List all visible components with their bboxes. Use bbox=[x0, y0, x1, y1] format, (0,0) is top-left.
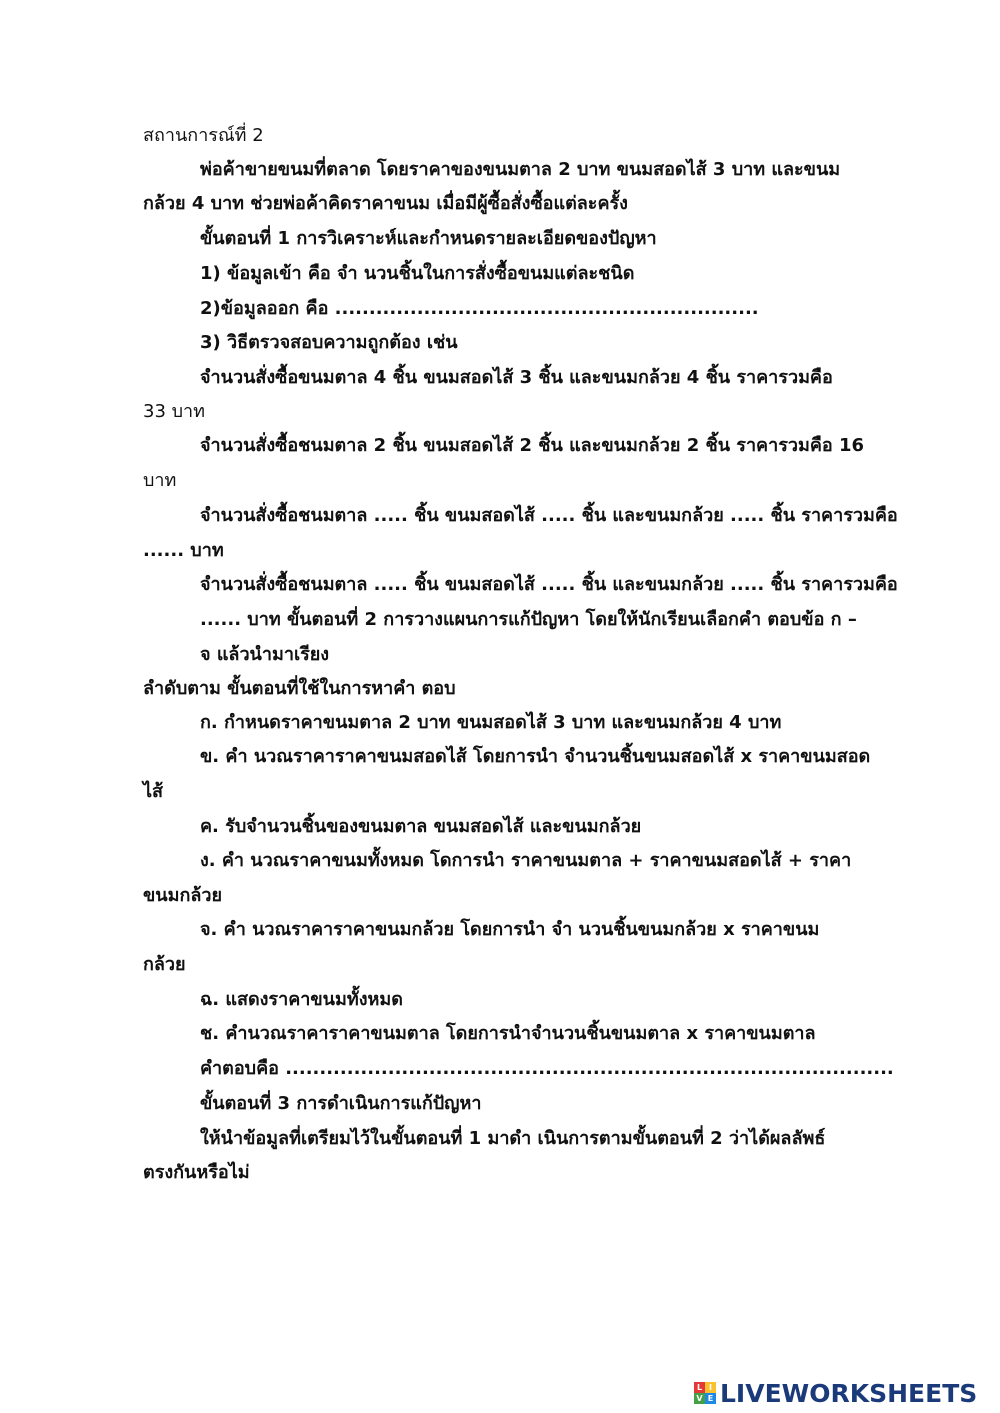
logo-letter-i: I bbox=[705, 1382, 716, 1393]
verification-heading: 3) วิธีตรวจสอบความถูกต้อง เช่น bbox=[200, 332, 458, 353]
scenario-title: สถานการณ์ที่ 2 bbox=[143, 125, 264, 146]
step-3-line-1: ให้นำข้อมูลที่เตรียมไว้ในขั้นตอนที่ 1 มาดำ เนินการตามขั้นตอนที่ 2 ว่าได้ผลลัพธ์ bbox=[200, 1128, 826, 1149]
step-3-heading: ขั้นตอนที่ 3 การดำเนินการแก้ปัญหา bbox=[200, 1093, 482, 1114]
logo-letter-l: L bbox=[694, 1382, 705, 1393]
option-ko: ก. กำหนดราคาขนมตาล 2 บาท ขนมสอดไส้ 3 บาท และขนมกล้วย 4 บาท bbox=[200, 712, 782, 733]
problem-statement-line-1: พ่อค้าขายขนมที่ตลาด โดยราคาของขนมตาล 2 บาท ขนมสอดไส้ 3 บาท และขนม bbox=[200, 159, 841, 180]
example-3-line-2: ...... บาท bbox=[143, 540, 224, 561]
logo-letter-e: E bbox=[705, 1393, 716, 1404]
liveworksheets-logo-icon bbox=[694, 1382, 716, 1404]
option-cho-line-1: จ. คำ นวณราคาราคาขนมกล้วย โดยการนำ จำ นวนชิ้นขนมกล้วย x ราคาขนม bbox=[200, 919, 820, 940]
option-chho: ฉ. แสดงราคาขนมทั้งหมด bbox=[200, 989, 403, 1010]
liveworksheets-watermark bbox=[694, 1379, 977, 1407]
output-data-line: 2)ข้อมูลออก คือ .............................................................. bbox=[200, 298, 759, 319]
logo-letter-v: V bbox=[694, 1393, 705, 1404]
option-cho-line-2: กล้วย bbox=[143, 954, 186, 975]
answer-line: คำตอบคือ ......................................................................................... bbox=[200, 1058, 894, 1079]
problem-statement-line-2: กล้วย 4 บาท ช่วยพ่อค้าคิดราคาขนม เมื่อมีผู้ซื้อสั่งซื้อแต่ละครั้ง bbox=[143, 193, 628, 214]
step-2-line-2: จ แล้วนำมาเรียง bbox=[200, 644, 330, 665]
option-kho-line-2: ไส้ bbox=[143, 781, 164, 802]
example-2-line-1: จำนวนสั่งซื้อชนมตาล 2 ชิ้น ขนมสอดไส้ 2 ชิ้น และขนมกล้วย 2 ชิ้น ราคารวมคือ 16 bbox=[200, 435, 865, 456]
step-2-line-3: ลำดับตาม ขั้นตอนที่ใช้ในการหาคำ ตอบ bbox=[143, 678, 456, 699]
step-3-line-2: ตรงกันหรือไม่ bbox=[143, 1162, 250, 1183]
example-3-line-1: จำนวนสั่งซื้อชนมตาล ..... ชิ้น ขนมสอดไส้ ..... ชิ้น และขนมกล้วย ..... ชิ้น ราคารวมคือ bbox=[200, 505, 898, 526]
input-data-line: 1) ข้อมูลเข้า คือ จำ นวนชิ้นในการสั่งซื้อขนมแต่ละชนิด bbox=[200, 263, 635, 284]
option-cho-chang: ช. คำนวณราคาราคาขนมตาล โดยการนำจำนวนชิ้นขนมตาล x ราคาขนมตาล bbox=[200, 1023, 816, 1044]
step-1-heading: ขั้นตอนที่ 1 การวิเคราะห์และกำหนดรายละเอียดของปัญหา bbox=[200, 228, 657, 249]
example-2-line-2: บาท bbox=[143, 470, 177, 491]
step-2-line-1: ...... บาท ขั้นตอนที่ 2 การวางแผนการแก้ปัญหา โดยให้นักเรียนเลือกคำ ตอบข้อ ก – bbox=[200, 609, 857, 630]
example-1-line-1: จำนวนสั่งซื้อขนมตาล 4 ชิ้น ขนมสอดไส้ 3 ชิ้น และขนมกล้วย 4 ชิ้น ราคารวมคือ bbox=[200, 367, 833, 388]
liveworksheets-logo-text: LIVEWORKSHEETS bbox=[720, 1378, 978, 1408]
option-ngo-line-1: ง. คำ นวณราคาขนมทั้งหมด โดการนำ ราคาขนมตาล + ราคาขนมสอดไส้ + ราคา bbox=[200, 850, 852, 871]
example-4-line-1: จำนวนสั่งซื้อชนมตาล ..... ชิ้น ขนมสอดไส้ ..... ชิ้น และขนมกล้วย ..... ชิ้น ราคารวมคือ bbox=[200, 574, 898, 595]
option-kho-khwai: ค. รับจำนวนชิ้นของขนมตาล ขนมสอดไส้ และขนมกล้วย bbox=[200, 816, 642, 837]
option-kho-line-1: ข. คำ นวณราคาราคาขนมสอดไส้ โดยการนำ จำนวนชิ้นขนมสอดไส้ x ราคาขนมสอด bbox=[200, 746, 871, 767]
example-1-line-2: 33 บาท bbox=[143, 401, 206, 422]
option-ngo-line-2: ขนมกล้วย bbox=[143, 885, 223, 906]
